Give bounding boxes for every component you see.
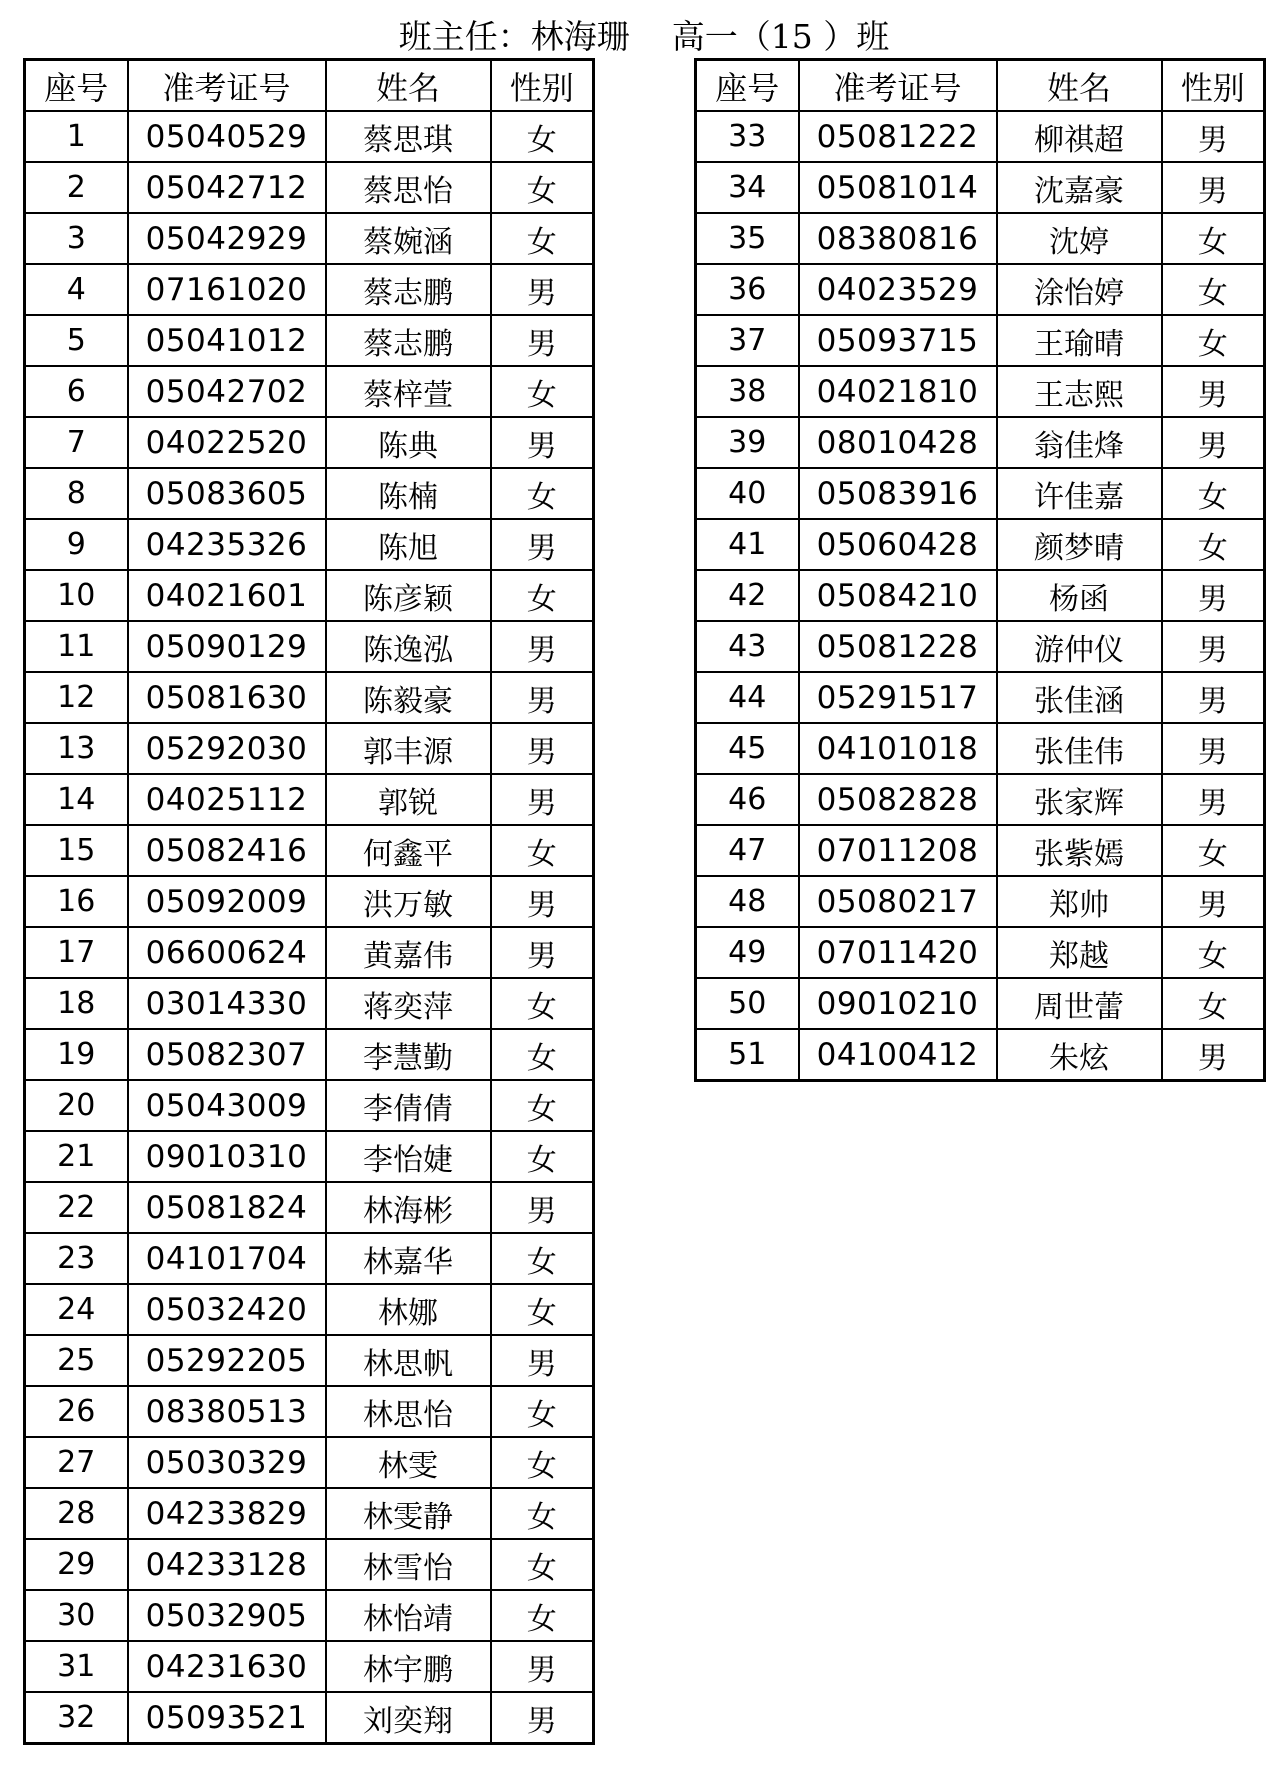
name-cell: 陈逸泓 [326,621,491,672]
sex-cell: 女 [1162,468,1265,519]
table-row [25,1692,594,1744]
exam-number-cell: 04235326 [128,519,326,570]
table-row [25,1080,594,1131]
table-header-row [696,60,1265,112]
seat-cell: 36 [696,264,799,315]
sex-cell: 男 [1162,1029,1265,1081]
name-cell: 陈典 [326,417,491,468]
seat-cell: 43 [696,621,799,672]
sex-cell: 男 [491,519,594,570]
seat-cell: 10 [25,570,128,621]
name-cell: 许佳嘉 [997,468,1162,519]
exam-number-cell: 05032905 [128,1590,326,1641]
header-exam-number: 准考证号 [799,60,997,112]
table-row [25,672,594,723]
exam-number-cell: 05081014 [799,162,997,213]
name-cell: 刘奕翔 [326,1692,491,1744]
exam-number-cell: 09010310 [128,1131,326,1182]
sex-cell: 女 [1162,978,1265,1029]
header-name: 姓名 [997,60,1162,112]
name-cell: 林海彬 [326,1182,491,1233]
sex-cell: 男 [1162,672,1265,723]
exam-number-cell: 05083605 [128,468,326,519]
exam-number-cell: 04233829 [128,1488,326,1539]
sex-cell: 女 [491,366,594,417]
seat-cell: 30 [25,1590,128,1641]
name-cell: 林娜 [326,1284,491,1335]
exam-number-cell: 04023529 [799,264,997,315]
table-row [25,621,594,672]
table-row [696,570,1265,621]
table-row [25,1233,594,1284]
sex-cell: 女 [491,825,594,876]
sex-cell: 女 [1162,213,1265,264]
sex-cell: 女 [491,162,594,213]
name-cell: 朱炫 [997,1029,1162,1081]
sex-cell: 男 [491,1182,594,1233]
exam-number-cell: 05030329 [128,1437,326,1488]
header-name: 姓名 [326,60,491,112]
sex-cell: 女 [491,1233,594,1284]
exam-number-cell: 05090129 [128,621,326,672]
name-cell: 颜梦晴 [997,519,1162,570]
sex-cell: 女 [491,468,594,519]
seat-cell: 3 [25,213,128,264]
table-row [25,1029,594,1080]
table-row [25,1284,594,1335]
exam-number-cell: 05082307 [128,1029,326,1080]
seat-cell: 45 [696,723,799,774]
seat-cell: 49 [696,927,799,978]
sex-cell: 女 [491,111,594,162]
table-row [696,927,1265,978]
table-row [25,1641,594,1692]
sex-cell: 男 [491,417,594,468]
table-row [696,621,1265,672]
exam-number-cell: 05092009 [128,876,326,927]
seat-cell: 5 [25,315,128,366]
table-row [25,1590,594,1641]
seat-cell: 34 [696,162,799,213]
name-cell: 沈婷 [997,213,1162,264]
exam-number-cell: 04021601 [128,570,326,621]
seat-cell: 2 [25,162,128,213]
exam-number-cell: 04025112 [128,774,326,825]
exam-number-cell: 05040529 [128,111,326,162]
header-exam-number: 准考证号 [128,60,326,112]
exam-number-cell: 05042712 [128,162,326,213]
sex-cell: 女 [1162,927,1265,978]
table-row [25,1131,594,1182]
exam-number-cell: 05084210 [799,570,997,621]
table-row [696,723,1265,774]
seat-cell: 22 [25,1182,128,1233]
seat-cell: 19 [25,1029,128,1080]
name-cell: 林宇鹏 [326,1641,491,1692]
table-row [696,876,1265,927]
table-row [25,927,594,978]
name-cell: 蔡志鹏 [326,264,491,315]
exam-number-cell: 05081228 [799,621,997,672]
table-row [696,162,1265,213]
name-cell: 林嘉华 [326,1233,491,1284]
exam-number-cell: 04100412 [799,1029,997,1081]
table-row [25,111,594,162]
table-row [25,723,594,774]
sex-cell: 男 [491,1692,594,1744]
seat-cell: 31 [25,1641,128,1692]
seat-cell: 23 [25,1233,128,1284]
sex-cell: 女 [1162,315,1265,366]
table-row [25,1437,594,1488]
seat-cell: 42 [696,570,799,621]
seat-cell: 8 [25,468,128,519]
exam-number-cell: 04101704 [128,1233,326,1284]
seat-cell: 17 [25,927,128,978]
name-cell: 蔡思琪 [326,111,491,162]
sex-cell: 男 [1162,876,1265,927]
name-cell: 蔡梓萱 [326,366,491,417]
name-cell: 陈楠 [326,468,491,519]
exam-number-cell: 05060428 [799,519,997,570]
exam-number-cell: 04101018 [799,723,997,774]
name-cell: 林思怡 [326,1386,491,1437]
seat-cell: 21 [25,1131,128,1182]
sex-cell: 男 [491,876,594,927]
table-row [696,213,1265,264]
exam-number-cell: 05292030 [128,723,326,774]
seat-cell: 48 [696,876,799,927]
seat-cell: 40 [696,468,799,519]
name-cell: 张紫嫣 [997,825,1162,876]
header-sex: 性别 [491,60,594,112]
table-row [696,672,1265,723]
name-cell: 林雯 [326,1437,491,1488]
name-cell: 陈彦颖 [326,570,491,621]
name-cell: 李怡婕 [326,1131,491,1182]
table-row [25,825,594,876]
exam-number-cell: 04022520 [128,417,326,468]
sex-cell: 男 [491,927,594,978]
exam-number-cell: 06600624 [128,927,326,978]
roster-body-left [25,60,594,1744]
exam-number-cell: 05041012 [128,315,326,366]
table-row [25,1386,594,1437]
sex-cell: 男 [1162,774,1265,825]
name-cell: 翁佳烽 [997,417,1162,468]
name-cell: 杨函 [997,570,1162,621]
sex-cell: 男 [1162,417,1265,468]
table-row [696,774,1265,825]
seat-cell: 11 [25,621,128,672]
sex-cell: 女 [491,1539,594,1590]
name-cell: 蔡婉涵 [326,213,491,264]
sex-cell: 女 [491,1488,594,1539]
name-cell: 陈旭 [326,519,491,570]
roster-table-right [694,58,1266,1082]
table-row [25,366,594,417]
exam-number-cell: 08010428 [799,417,997,468]
seat-cell: 6 [25,366,128,417]
exam-number-cell: 05042929 [128,213,326,264]
name-cell: 郭丰源 [326,723,491,774]
seat-cell: 39 [696,417,799,468]
sex-cell: 男 [1162,111,1265,162]
sex-cell: 女 [491,1437,594,1488]
exam-number-cell: 05082828 [799,774,997,825]
table-row [25,162,594,213]
seat-cell: 4 [25,264,128,315]
name-cell: 何鑫平 [326,825,491,876]
table-row [25,1182,594,1233]
sex-cell: 女 [1162,264,1265,315]
sex-cell: 女 [491,1080,594,1131]
seat-cell: 25 [25,1335,128,1386]
roster-table-left [23,58,595,1745]
sex-cell: 男 [1162,162,1265,213]
name-cell: 郑帅 [997,876,1162,927]
seat-cell: 50 [696,978,799,1029]
table-row [25,1335,594,1386]
sex-cell: 男 [491,723,594,774]
header-sex: 性别 [1162,60,1265,112]
table-row [25,876,594,927]
table-row [25,417,594,468]
exam-number-cell: 07011420 [799,927,997,978]
seat-cell: 14 [25,774,128,825]
exam-number-cell: 05081824 [128,1182,326,1233]
name-cell: 郑越 [997,927,1162,978]
name-cell: 林怡靖 [326,1590,491,1641]
exam-number-cell: 05032420 [128,1284,326,1335]
table-header-row [25,60,594,112]
table-row [696,825,1265,876]
name-cell: 柳祺超 [997,111,1162,162]
table-row [25,468,594,519]
name-cell: 李慧勤 [326,1029,491,1080]
seat-cell: 44 [696,672,799,723]
sex-cell: 女 [491,1029,594,1080]
seat-cell: 32 [25,1692,128,1744]
table-row [696,417,1265,468]
table-row [25,570,594,621]
exam-number-cell: 05081222 [799,111,997,162]
header-seat: 座号 [696,60,799,112]
seat-cell: 28 [25,1488,128,1539]
seat-cell: 7 [25,417,128,468]
exam-number-cell: 04021810 [799,366,997,417]
name-cell: 林雯静 [326,1488,491,1539]
name-cell: 李倩倩 [326,1080,491,1131]
sex-cell: 女 [491,1590,594,1641]
sex-cell: 男 [491,315,594,366]
seat-cell: 20 [25,1080,128,1131]
table-row [25,213,594,264]
roster-body-right [696,60,1265,1081]
sex-cell: 女 [491,1131,594,1182]
table-row [696,111,1265,162]
table-row [25,1488,594,1539]
seat-cell: 37 [696,315,799,366]
exam-number-cell: 07011208 [799,825,997,876]
seat-cell: 41 [696,519,799,570]
name-cell: 郭锐 [326,774,491,825]
page-title: 班主任：林海珊 高一（15 ）班 [398,17,890,56]
name-cell: 游仲仪 [997,621,1162,672]
exam-number-cell: 05043009 [128,1080,326,1131]
exam-number-cell: 05082416 [128,825,326,876]
name-cell: 林雪怡 [326,1539,491,1590]
seat-cell: 1 [25,111,128,162]
table-row [696,519,1265,570]
seat-cell: 46 [696,774,799,825]
name-cell: 王志熙 [997,366,1162,417]
sex-cell: 女 [491,570,594,621]
sex-cell: 男 [1162,366,1265,417]
seat-cell: 27 [25,1437,128,1488]
exam-number-cell: 05042702 [128,366,326,417]
exam-number-cell: 09010210 [799,978,997,1029]
exam-number-cell: 04233128 [128,1539,326,1590]
sex-cell: 女 [1162,825,1265,876]
name-cell: 涂怡婷 [997,264,1162,315]
name-cell: 蒋奕萍 [326,978,491,1029]
exam-number-cell: 05081630 [128,672,326,723]
name-cell: 陈毅豪 [326,672,491,723]
table-row [25,774,594,825]
name-cell: 张佳伟 [997,723,1162,774]
name-cell: 黄嘉伟 [326,927,491,978]
table-row [25,315,594,366]
sex-cell: 女 [491,978,594,1029]
name-cell: 张佳涵 [997,672,1162,723]
seat-cell: 33 [696,111,799,162]
sex-cell: 男 [491,672,594,723]
table-row [696,264,1265,315]
table-row [25,978,594,1029]
exam-number-cell: 08380513 [128,1386,326,1437]
exam-number-cell: 03014330 [128,978,326,1029]
table-row [696,468,1265,519]
table-row [696,366,1265,417]
table-row [25,1539,594,1590]
exam-number-cell: 05093715 [799,315,997,366]
sex-cell: 女 [491,213,594,264]
name-cell: 王瑜晴 [997,315,1162,366]
exam-number-cell: 08380816 [799,213,997,264]
header-seat: 座号 [25,60,128,112]
seat-cell: 29 [25,1539,128,1590]
sex-cell: 男 [491,264,594,315]
name-cell: 蔡志鹏 [326,315,491,366]
sex-cell: 男 [491,1335,594,1386]
seat-cell: 26 [25,1386,128,1437]
sex-cell: 男 [1162,570,1265,621]
sex-cell: 男 [1162,723,1265,774]
table-row [25,519,594,570]
table-row [696,1029,1265,1081]
seat-cell: 24 [25,1284,128,1335]
name-cell: 蔡思怡 [326,162,491,213]
seat-cell: 15 [25,825,128,876]
name-cell: 洪万敏 [326,876,491,927]
seat-cell: 16 [25,876,128,927]
table-row [696,978,1265,1029]
exam-number-cell: 07161020 [128,264,326,315]
sex-cell: 女 [1162,519,1265,570]
seat-cell: 47 [696,825,799,876]
seat-cell: 18 [25,978,128,1029]
seat-cell: 12 [25,672,128,723]
sex-cell: 女 [491,1386,594,1437]
sex-cell: 男 [491,1641,594,1692]
seat-cell: 35 [696,213,799,264]
name-cell: 沈嘉豪 [997,162,1162,213]
exam-number-cell: 05083916 [799,468,997,519]
sex-cell: 女 [491,1284,594,1335]
seat-cell: 9 [25,519,128,570]
sex-cell: 男 [1162,621,1265,672]
exam-number-cell: 05292205 [128,1335,326,1386]
seat-cell: 13 [25,723,128,774]
exam-number-cell: 05093521 [128,1692,326,1744]
sex-cell: 男 [491,774,594,825]
seat-cell: 38 [696,366,799,417]
name-cell: 林思帆 [326,1335,491,1386]
name-cell: 张家辉 [997,774,1162,825]
seat-cell: 51 [696,1029,799,1081]
exam-number-cell: 04231630 [128,1641,326,1692]
sex-cell: 男 [491,621,594,672]
exam-number-cell: 05080217 [799,876,997,927]
table-row [25,264,594,315]
exam-number-cell: 05291517 [799,672,997,723]
name-cell: 周世蕾 [997,978,1162,1029]
table-row [696,315,1265,366]
